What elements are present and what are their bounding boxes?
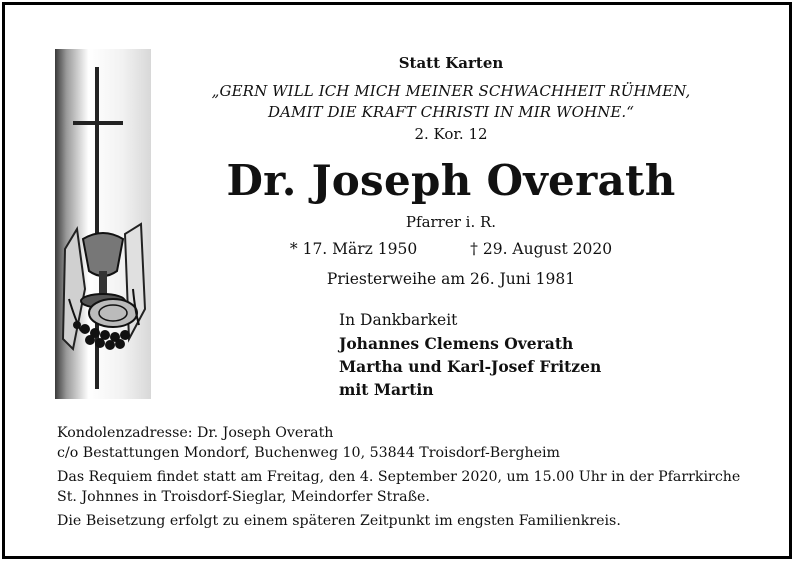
deceased-role: Pfarrer i. R. bbox=[405, 213, 497, 231]
mourners-block bbox=[339, 309, 719, 401]
ordination-date: Priesterweihe am 26. Juni 1981 bbox=[326, 270, 576, 288]
deceased-name: Dr. Joseph Overath bbox=[226, 156, 676, 205]
quote-line-1: „GERN WILL ICH MICH MEINER SCHWACHHEIT RÜHMEN, bbox=[211, 82, 691, 100]
notice-heading: Statt Karten bbox=[398, 54, 504, 72]
obituary-notice bbox=[2, 2, 792, 559]
quote-line-2: DAMIT DIE KRAFT CHRISTI IN MIR WOHNE.“ bbox=[267, 103, 635, 121]
condolence-address-line-2: c/o Bestattungen Mondorf, Buchenweg 10, 53844 Troisdorf-Bergheim bbox=[57, 445, 561, 461]
mourners-intro: In Dankbarkeit bbox=[339, 311, 458, 329]
bible-quote bbox=[153, 81, 749, 123]
mourner-name: Johannes Clemens Overath bbox=[339, 334, 574, 353]
mourner-name: Martha und Karl-Josef Fritzen bbox=[339, 357, 602, 376]
requiem-line-1: Das Requiem findet statt am Freitag, den 4. September 2020, um 15.00 Uhr in der Pfarrkirche bbox=[57, 469, 741, 485]
notice-main bbox=[153, 45, 749, 291]
birth-date: * 17. März 1950 bbox=[289, 240, 418, 258]
bible-verse: 2. Kor. 12 bbox=[414, 125, 488, 143]
notice-footer bbox=[57, 423, 777, 531]
burial-info: Die Beisetzung erfolgt zu einem späteren Zeitpunkt im engsten Familienkreis. bbox=[57, 513, 621, 529]
condolence-address-line-1: Kondolenzadresse: Dr. Joseph Overath bbox=[57, 425, 334, 441]
requiem-line-2: St. Johnnes in Troisdorf-Sieglar, Meindorfer Straße. bbox=[57, 489, 430, 505]
candle-cross-chalice-icon bbox=[55, 49, 151, 399]
life-dates bbox=[153, 237, 749, 261]
mourner-name: mit Martin bbox=[339, 380, 434, 399]
death-date: † 29. August 2020 bbox=[470, 240, 613, 258]
